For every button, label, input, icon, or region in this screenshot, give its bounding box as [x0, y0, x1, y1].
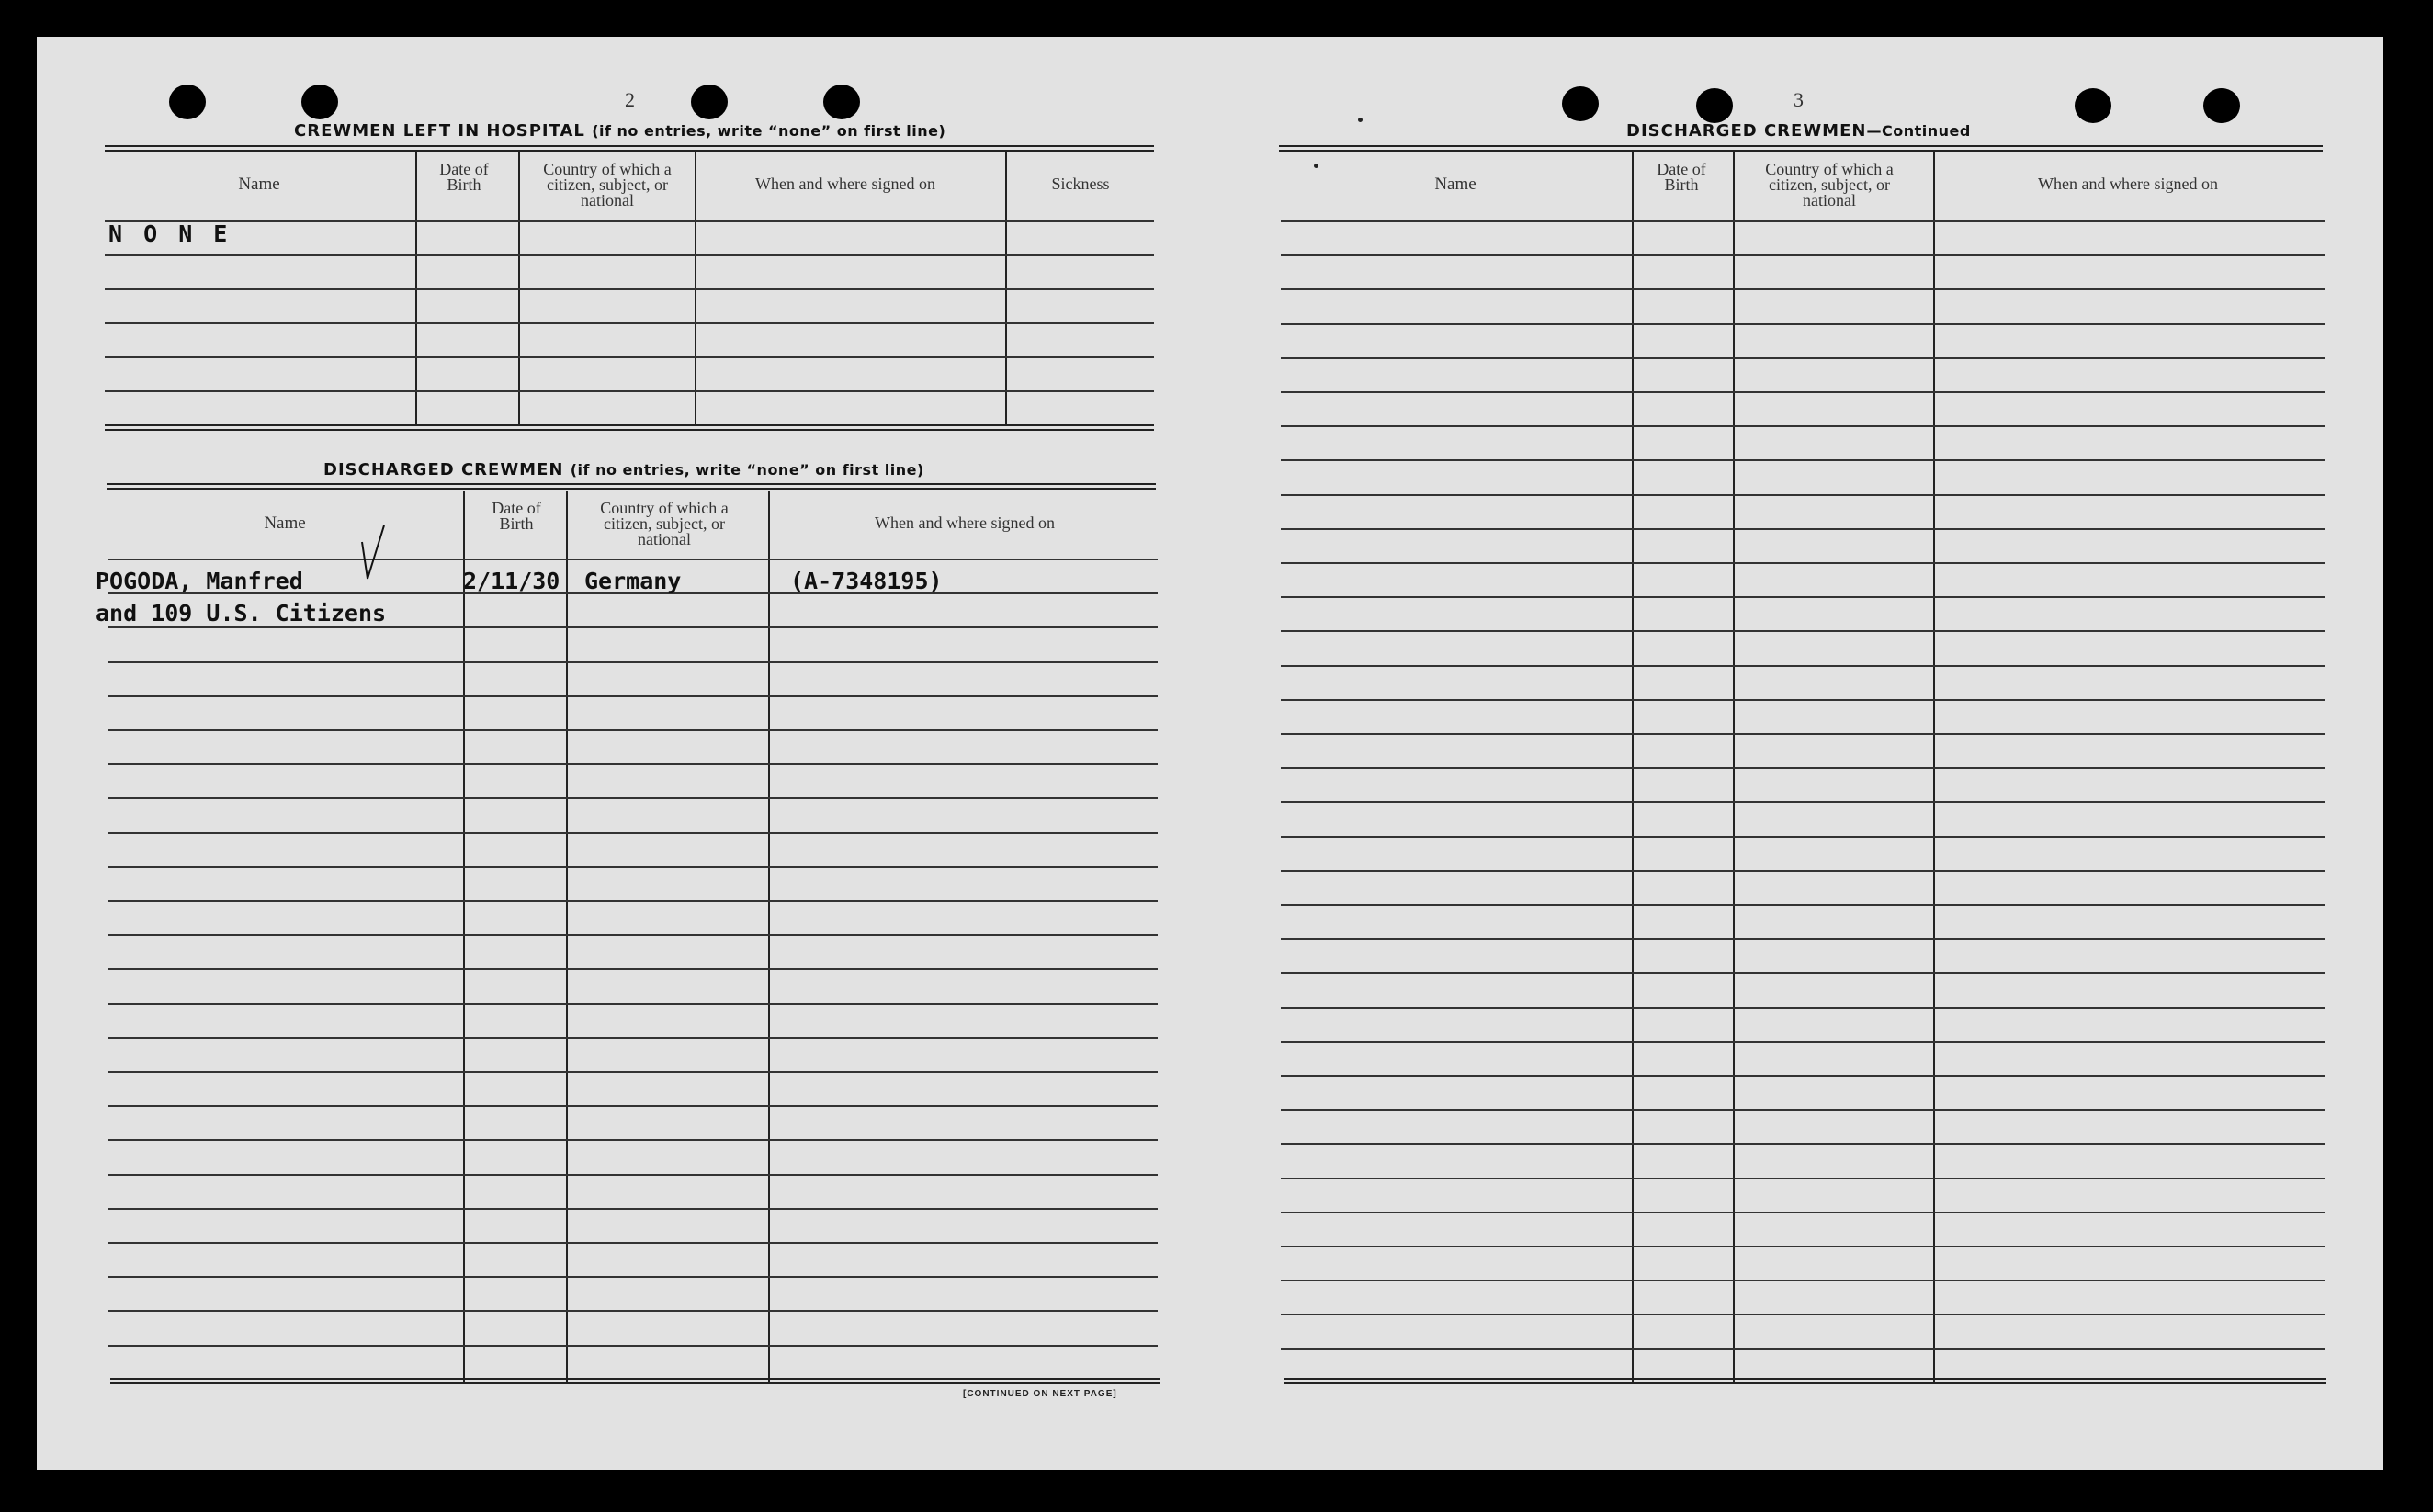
row-line [1281, 528, 2325, 530]
row-line [1281, 1280, 2325, 1281]
row-line [1281, 220, 2325, 222]
row-line [108, 695, 1158, 697]
row-line [108, 1037, 1158, 1039]
row-line [1281, 562, 2325, 564]
double-rule [107, 488, 1156, 490]
row-line [105, 322, 1154, 324]
col-header-country: Country of which a citizen, subject, or national [1765, 160, 1894, 209]
row-line [108, 1139, 1158, 1141]
row-line [1281, 767, 2325, 769]
document-sheet [37, 37, 2383, 1470]
double-rule [105, 150, 1154, 152]
row-line [1281, 1314, 2325, 1315]
row-line [1281, 1246, 2325, 1247]
row-line [105, 288, 1154, 290]
row-line [1281, 425, 2325, 427]
row-line [1281, 699, 2325, 701]
stray-mark [1358, 118, 1363, 122]
hospital-title-text: CREWMEN LEFT IN HOSPITAL [294, 121, 585, 141]
discharged-title-note: (if no entries, write “none” on first line) [570, 461, 924, 479]
continued-footer: [CONTINUED ON NEXT PAGE] [963, 1389, 1117, 1399]
row-line [108, 1345, 1158, 1347]
col-header-signed: When and where signed on [2038, 175, 2218, 193]
row-line [1281, 801, 2325, 803]
col-header-dob: Date of Birth [1657, 160, 1706, 194]
discharged-row-signed: (A-7348195) [790, 568, 943, 594]
punch-hole [2075, 88, 2111, 123]
row-line [1281, 1143, 2325, 1145]
row-line [1281, 1348, 2325, 1350]
col-header-dob: Date of Birth [439, 160, 489, 194]
row-line [1281, 972, 2325, 974]
col-header-name: Name [1434, 175, 1477, 194]
row-line [108, 900, 1158, 902]
row-line [108, 763, 1158, 765]
row-line [108, 559, 1158, 560]
row-line [108, 1276, 1158, 1278]
stray-mark [1314, 164, 1318, 168]
page-number: 3 [1794, 88, 1804, 111]
row-line [1281, 1007, 2325, 1009]
right-title-suffix: —Continued [1866, 122, 1971, 140]
row-line [1281, 357, 2325, 359]
row-line [108, 1071, 1158, 1073]
punch-hole [1696, 88, 1733, 123]
row-line [108, 1310, 1158, 1312]
row-line [1281, 1041, 2325, 1043]
row-line [1281, 323, 2325, 325]
double-rule [1279, 145, 2323, 147]
row-line [108, 626, 1158, 628]
row-line [105, 390, 1154, 392]
double-rule [1279, 150, 2323, 152]
row-line [108, 1003, 1158, 1005]
row-line [105, 356, 1154, 358]
double-rule [110, 1378, 1160, 1380]
row-line [1281, 836, 2325, 838]
row-line [108, 832, 1158, 834]
row-line [108, 1105, 1158, 1107]
double-rule [105, 145, 1154, 147]
row-line [108, 729, 1158, 731]
double-rule [1284, 1382, 2326, 1384]
punch-hole [1562, 86, 1599, 121]
row-line [1281, 630, 2325, 632]
col-header-country: Country of which a citizen, subject, or national [543, 160, 672, 209]
row-line [1281, 1212, 2325, 1213]
page-number: 2 [625, 88, 635, 111]
punch-hole [2203, 88, 2240, 123]
row-line [1281, 391, 2325, 393]
col-header-signed: When and where signed on [875, 513, 1055, 532]
row-line [108, 968, 1158, 970]
double-rule [105, 424, 1154, 426]
right-section-title [1626, 121, 1971, 141]
row-line [1281, 904, 2325, 906]
hospital-entry-none: N O N E [108, 220, 232, 247]
row-line [1281, 938, 2325, 940]
col-header-dob: Date of Birth [492, 499, 541, 533]
row-line [105, 220, 1154, 222]
row-line [1281, 1109, 2325, 1111]
discharged-section-title [323, 460, 924, 480]
double-rule [107, 483, 1156, 485]
row-line [1281, 254, 2325, 256]
row-line [108, 797, 1158, 799]
col-header-name: Name [238, 175, 280, 194]
row-line [1281, 1178, 2325, 1179]
row-line [1281, 459, 2325, 461]
hospital-section-title [294, 121, 945, 141]
row-line [1281, 733, 2325, 735]
discharged-row-name: and 109 U.S. Citizens [96, 600, 387, 626]
col-header-sickness: Sickness [1051, 175, 1110, 193]
check-mark-icon [358, 522, 395, 595]
row-line [108, 1242, 1158, 1244]
right-title-text: DISCHARGED CREWMEN [1626, 121, 1867, 141]
discharged-row-name: POGODA, Manfred [96, 568, 303, 594]
punch-hole [691, 85, 728, 119]
discharged-title-text: DISCHARGED CREWMEN [323, 460, 564, 480]
row-line [1281, 665, 2325, 667]
discharged-row-dob: 2/11/30 [463, 568, 560, 594]
col-header-country: Country of which a citizen, subject, or national [600, 499, 729, 548]
row-line [1281, 494, 2325, 496]
row-line [108, 1208, 1158, 1210]
punch-hole [823, 85, 860, 119]
discharged-row-country: Germany [584, 568, 682, 594]
row-line [1281, 288, 2325, 290]
row-line [108, 934, 1158, 936]
double-rule [110, 1382, 1160, 1384]
row-line [1281, 596, 2325, 598]
hospital-title-note: (if no entries, write “none” on first line) [592, 122, 946, 140]
punch-hole [169, 85, 206, 119]
row-line [108, 866, 1158, 868]
punch-hole [301, 85, 338, 119]
col-header-name: Name [264, 513, 306, 533]
row-line [105, 254, 1154, 256]
col-header-signed: When and where signed on [755, 175, 935, 193]
row-line [1281, 1075, 2325, 1077]
row-line [1281, 870, 2325, 872]
row-line [108, 1174, 1158, 1176]
double-rule [105, 429, 1154, 431]
double-rule [1284, 1378, 2326, 1380]
row-line [108, 661, 1158, 663]
